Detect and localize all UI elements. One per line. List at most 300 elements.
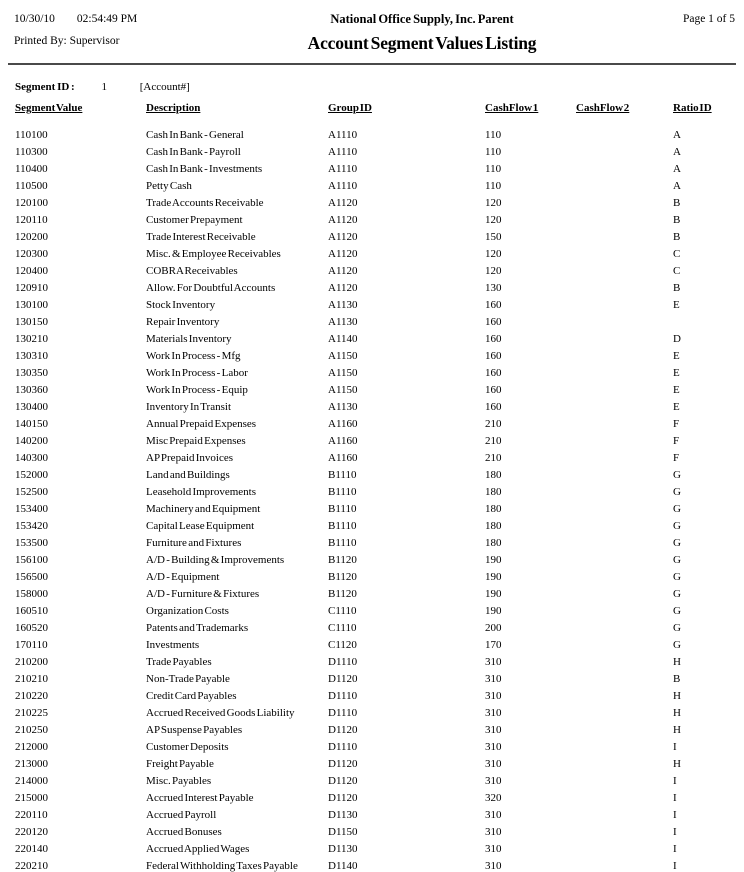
cell-description: Trade Accounts Receivable xyxy=(146,197,264,209)
cell-cashflow-2 xyxy=(576,603,673,620)
table-row xyxy=(15,501,742,518)
cell-ratio-id xyxy=(673,314,742,331)
cell-group-id: A1110 xyxy=(328,163,358,175)
segment-id-value: 1 xyxy=(101,81,107,93)
cell-group-id: A1110 xyxy=(328,146,358,158)
table-header-row xyxy=(15,102,742,127)
cell-group-id: D1110 xyxy=(328,741,358,753)
cell-segment-value: 140300 xyxy=(15,452,48,464)
cell-group-id: B1120 xyxy=(328,554,357,566)
cell-cashflow-1: 180 xyxy=(485,520,502,532)
report-title: Account Segment Values Listing xyxy=(307,33,537,53)
table-row xyxy=(15,535,742,552)
cell-group-id: A1150 xyxy=(328,350,358,362)
cell-cashflow-2 xyxy=(576,348,673,365)
cell-segment-value: 212000 xyxy=(15,741,48,753)
cell-cashflow-1: 320 xyxy=(485,792,502,804)
cell-cashflow-1: 160 xyxy=(485,316,502,328)
cell-group-id: A1160 xyxy=(328,452,358,464)
cell-segment-value: 152500 xyxy=(15,486,48,498)
col-header-group-id: Group ID xyxy=(328,102,372,114)
cell-description: Allow. For Doubtful Accounts xyxy=(146,282,276,294)
table-row xyxy=(15,348,742,365)
cell-ratio-id: E xyxy=(673,367,680,379)
cell-group-id: D1110 xyxy=(328,707,358,719)
cell-ratio-id: G xyxy=(673,571,681,583)
cell-cashflow-1: 120 xyxy=(485,197,502,209)
cell-ratio-id: B xyxy=(673,282,681,294)
table-row xyxy=(15,331,742,348)
cell-cashflow-1: 170 xyxy=(485,639,502,651)
table-row xyxy=(15,722,742,739)
cell-group-id: D1120 xyxy=(328,724,358,736)
table-row xyxy=(15,467,742,484)
cell-cashflow-2 xyxy=(576,178,673,195)
cell-group-id: D1120 xyxy=(328,775,358,787)
table-row xyxy=(15,399,742,416)
table-row xyxy=(15,620,742,637)
cell-description: Accrued Payroll xyxy=(146,809,217,821)
cell-description: Misc. Payables xyxy=(146,775,212,787)
cell-segment-value: 130310 xyxy=(15,350,48,362)
report-header xyxy=(0,0,744,54)
table-row xyxy=(15,144,742,161)
cell-group-id: A1130 xyxy=(328,299,358,311)
cell-cashflow-2 xyxy=(576,212,673,229)
col-header-segment-value: Segment Value xyxy=(15,102,83,114)
table-row xyxy=(15,569,742,586)
cell-description: Work In Process - Equip xyxy=(146,384,248,396)
cell-description: Freight Payable xyxy=(146,758,214,770)
cell-description: Capital Lease Equipment xyxy=(146,520,255,532)
cell-segment-value: 120110 xyxy=(15,214,48,226)
cell-description: Credit Card Payables xyxy=(146,690,237,702)
cell-segment-value: 220210 xyxy=(15,860,48,872)
cell-ratio-id: H xyxy=(673,690,681,702)
cell-group-id: D1120 xyxy=(328,673,358,685)
cell-description: Land and Buildings xyxy=(146,469,230,481)
table-row xyxy=(15,858,742,872)
cell-description: Patents and Trademarks xyxy=(146,622,249,634)
cell-segment-value: 140200 xyxy=(15,435,48,447)
cell-group-id: D1120 xyxy=(328,758,358,770)
table-row xyxy=(15,841,742,858)
cell-description: A/D - Equipment xyxy=(146,571,220,583)
cell-cashflow-2 xyxy=(576,467,673,484)
cell-group-id: D1110 xyxy=(328,656,358,668)
cell-segment-value: 130210 xyxy=(15,333,48,345)
segment-id-label: Segment ID : xyxy=(15,81,75,93)
cell-cashflow-2 xyxy=(576,535,673,552)
cell-ratio-id: H xyxy=(673,656,681,668)
table-row xyxy=(15,229,742,246)
cell-cashflow-1: 180 xyxy=(485,537,502,549)
cell-group-id: B1120 xyxy=(328,588,357,600)
cell-segment-value: 214000 xyxy=(15,775,48,787)
cell-ratio-id: E xyxy=(673,401,680,413)
cell-cashflow-1: 190 xyxy=(485,588,502,600)
cell-ratio-id: I xyxy=(673,843,677,855)
cell-description: Leasehold Improvements xyxy=(146,486,256,498)
cell-cashflow-1: 310 xyxy=(485,809,502,821)
cell-description: Customer Deposits xyxy=(146,741,229,753)
table-body xyxy=(15,127,742,872)
cell-group-id: D1130 xyxy=(328,843,358,855)
print-date-time xyxy=(14,13,224,26)
cell-cashflow-2 xyxy=(576,450,673,467)
cell-group-id: A1120 xyxy=(328,214,358,226)
cell-cashflow-2 xyxy=(576,246,673,263)
cell-segment-value: 220140 xyxy=(15,843,48,855)
cell-cashflow-2 xyxy=(576,331,673,348)
cell-cashflow-1: 310 xyxy=(485,775,502,787)
printed-by-line xyxy=(14,35,224,48)
cell-segment-value: 220120 xyxy=(15,826,48,838)
cell-description: AP Suspense Payables xyxy=(146,724,243,736)
cell-cashflow-1: 310 xyxy=(485,690,502,702)
cell-ratio-id: G xyxy=(673,520,681,532)
cell-ratio-id: G xyxy=(673,639,681,651)
cell-group-id: B1110 xyxy=(328,469,357,481)
cell-cashflow-1: 110 xyxy=(485,180,502,192)
cell-cashflow-1: 180 xyxy=(485,486,502,498)
cell-segment-value: 153400 xyxy=(15,503,48,515)
cell-cashflow-1: 180 xyxy=(485,503,502,515)
cell-description: COBRA Receivables xyxy=(146,265,238,277)
cell-cashflow-2 xyxy=(576,773,673,790)
cell-group-id: B1110 xyxy=(328,486,357,498)
cell-segment-value: 156500 xyxy=(15,571,48,583)
cell-description: Work In Process - Labor xyxy=(146,367,248,379)
cell-description: Organization Costs xyxy=(146,605,229,617)
cell-group-id: A1130 xyxy=(328,316,358,328)
cell-cashflow-1: 200 xyxy=(485,622,502,634)
table-row xyxy=(15,586,742,603)
cell-description: Furniture and Fixtures xyxy=(146,537,242,549)
cell-ratio-id: C xyxy=(673,265,681,277)
cell-ratio-id: C xyxy=(673,248,681,260)
table-row xyxy=(15,178,742,195)
cell-ratio-id: G xyxy=(673,503,681,515)
table-row xyxy=(15,314,742,331)
cell-cashflow-2 xyxy=(576,722,673,739)
cell-segment-value: 158000 xyxy=(15,588,48,600)
cell-group-id: C1110 xyxy=(328,605,357,617)
table-row xyxy=(15,280,742,297)
table-row xyxy=(15,195,742,212)
table-row xyxy=(15,297,742,314)
cell-ratio-id: I xyxy=(673,860,677,872)
cell-cashflow-2 xyxy=(576,739,673,756)
cell-ratio-id: F xyxy=(673,452,680,464)
cell-cashflow-1: 160 xyxy=(485,299,502,311)
cell-cashflow-1: 180 xyxy=(485,469,502,481)
cell-cashflow-1: 210 xyxy=(485,418,502,430)
cell-segment-value: 120910 xyxy=(15,282,48,294)
cell-segment-value: 140150 xyxy=(15,418,48,430)
table-row xyxy=(15,807,742,824)
table-row xyxy=(15,824,742,841)
cell-ratio-id: A xyxy=(673,146,681,158)
cell-cashflow-1: 310 xyxy=(485,741,502,753)
segment-values-table xyxy=(15,102,742,872)
cell-description: Annual Prepaid Expenses xyxy=(146,418,257,430)
cell-group-id: A1160 xyxy=(328,418,358,430)
table-row xyxy=(15,552,742,569)
cell-ratio-id: E xyxy=(673,350,680,362)
cell-group-id: B1120 xyxy=(328,571,357,583)
cell-segment-value: 120400 xyxy=(15,265,48,277)
cell-segment-value: 120100 xyxy=(15,197,48,209)
cell-cashflow-1: 310 xyxy=(485,826,502,838)
cell-segment-value: 130400 xyxy=(15,401,48,413)
cell-cashflow-1: 310 xyxy=(485,843,502,855)
table-row xyxy=(15,246,742,263)
cell-description: Inventory In Transit xyxy=(146,401,231,413)
cell-cashflow-1: 110 xyxy=(485,163,502,175)
cell-ratio-id: I xyxy=(673,741,677,753)
cell-segment-value: 160520 xyxy=(15,622,48,634)
cell-ratio-id: G xyxy=(673,622,681,634)
cell-cashflow-2 xyxy=(576,263,673,280)
table-row xyxy=(15,790,742,807)
table-row xyxy=(15,161,742,178)
cell-segment-value: 130350 xyxy=(15,367,48,379)
cell-ratio-id: A xyxy=(673,129,681,141)
cell-cashflow-2 xyxy=(576,518,673,535)
cell-cashflow-2 xyxy=(576,382,673,399)
cell-ratio-id: G xyxy=(673,537,681,549)
cell-ratio-id: F xyxy=(673,418,680,430)
cell-description: Trade Payables xyxy=(146,656,212,668)
cell-cashflow-1: 310 xyxy=(485,860,502,872)
col-header-cashflow-2: CashFlow 2 xyxy=(576,102,630,114)
cell-segment-value: 153500 xyxy=(15,537,48,549)
cell-group-id: A1120 xyxy=(328,248,358,260)
cell-description: Misc Prepaid Expenses xyxy=(146,435,246,447)
cell-segment-value: 130150 xyxy=(15,316,48,328)
cell-cashflow-1: 110 xyxy=(485,146,502,158)
cell-group-id: A1110 xyxy=(328,180,358,192)
printed-by-value: Supervisor xyxy=(69,35,120,47)
cell-cashflow-2 xyxy=(576,484,673,501)
cell-cashflow-2 xyxy=(576,501,673,518)
cell-ratio-id: I xyxy=(673,775,677,787)
cell-cashflow-2 xyxy=(576,161,673,178)
cell-cashflow-1: 120 xyxy=(485,214,502,226)
cell-description: Accrued Applied Wages xyxy=(146,843,250,855)
table-row xyxy=(15,688,742,705)
cell-description: Accrued Received Goods Liability xyxy=(146,707,295,719)
cell-ratio-id: I xyxy=(673,792,677,804)
cell-ratio-id: E xyxy=(673,384,680,396)
table-row xyxy=(15,654,742,671)
table-row xyxy=(15,705,742,722)
cell-ratio-id: G xyxy=(673,605,681,617)
cell-segment-value: 110100 xyxy=(15,129,48,141)
cell-cashflow-1: 160 xyxy=(485,401,502,413)
cell-cashflow-1: 310 xyxy=(485,707,502,719)
cell-description: Non-Trade Payable xyxy=(146,673,230,685)
cell-description: Misc. & Employee Receivables xyxy=(146,248,281,260)
cell-cashflow-1: 190 xyxy=(485,605,502,617)
cell-description: Stock Inventory xyxy=(146,299,216,311)
cell-ratio-id: I xyxy=(673,809,677,821)
table-row xyxy=(15,637,742,654)
cell-group-id: C1120 xyxy=(328,639,357,651)
cell-group-id: B1110 xyxy=(328,503,357,515)
cell-description: Work In Process - Mfg xyxy=(146,350,241,362)
table-row xyxy=(15,450,742,467)
cell-ratio-id: D xyxy=(673,333,681,345)
table-header xyxy=(15,102,742,127)
cell-ratio-id: B xyxy=(673,214,681,226)
cell-group-id: D1150 xyxy=(328,826,358,838)
table-row xyxy=(15,416,742,433)
cell-segment-value: 130360 xyxy=(15,384,48,396)
cell-cashflow-2 xyxy=(576,637,673,654)
cell-segment-value: 160510 xyxy=(15,605,48,617)
cell-cashflow-2 xyxy=(576,841,673,858)
cell-group-id: A1120 xyxy=(328,265,358,277)
cell-segment-value: 152000 xyxy=(15,469,48,481)
cell-segment-value: 170110 xyxy=(15,639,48,651)
table-row xyxy=(15,263,742,280)
cell-ratio-id: G xyxy=(673,486,681,498)
cell-segment-value: 156100 xyxy=(15,554,48,566)
cell-cashflow-2 xyxy=(576,654,673,671)
cell-cashflow-2 xyxy=(576,399,673,416)
cell-cashflow-1: 210 xyxy=(485,435,502,447)
header-center xyxy=(224,13,620,54)
cell-description: Cash In Bank - Investments xyxy=(146,163,263,175)
cell-cashflow-2 xyxy=(576,569,673,586)
cell-segment-value: 210225 xyxy=(15,707,48,719)
segment-mask: [Account#] xyxy=(139,81,190,93)
company-name: National Office Supply, Inc. Parent xyxy=(330,12,514,26)
cell-cashflow-1: 310 xyxy=(485,724,502,736)
cell-cashflow-2 xyxy=(576,433,673,450)
cell-cashflow-1: 210 xyxy=(485,452,502,464)
table-row xyxy=(15,484,742,501)
cell-segment-value: 210220 xyxy=(15,690,48,702)
cell-segment-value: 213000 xyxy=(15,758,48,770)
cell-group-id: A1150 xyxy=(328,367,358,379)
cell-cashflow-1: 310 xyxy=(485,758,502,770)
cell-cashflow-2 xyxy=(576,195,673,212)
print-time: 02:54:49 PM xyxy=(76,13,138,25)
cell-group-id: D1110 xyxy=(328,690,358,702)
cell-ratio-id: A xyxy=(673,163,681,175)
cell-description: Machinery and Equipment xyxy=(146,503,261,515)
cell-segment-value: 110500 xyxy=(15,180,48,192)
cell-cashflow-1: 160 xyxy=(485,367,502,379)
cell-cashflow-1: 120 xyxy=(485,265,502,277)
cell-group-id: A1130 xyxy=(328,401,358,413)
cell-cashflow-1: 110 xyxy=(485,129,502,141)
col-header-ratio-id: Ratio ID xyxy=(673,102,712,114)
cell-group-id: A1160 xyxy=(328,435,358,447)
cell-cashflow-2 xyxy=(576,280,673,297)
cell-cashflow-2 xyxy=(576,297,673,314)
cell-cashflow-2 xyxy=(576,127,673,144)
table-row xyxy=(15,739,742,756)
cell-cashflow-2 xyxy=(576,229,673,246)
cell-cashflow-2 xyxy=(576,688,673,705)
table-row xyxy=(15,365,742,382)
cell-description: Cash In Bank - Payroll xyxy=(146,146,241,158)
cell-cashflow-2 xyxy=(576,705,673,722)
table-row xyxy=(15,756,742,773)
cell-group-id: B1110 xyxy=(328,520,357,532)
segment-id-line xyxy=(15,81,744,93)
table-row xyxy=(15,127,742,144)
cell-group-id: A1120 xyxy=(328,231,358,243)
col-header-cashflow-1: CashFlow 1 xyxy=(485,102,539,114)
cell-ratio-id: H xyxy=(673,707,681,719)
cell-ratio-id: B xyxy=(673,197,681,209)
cell-group-id: A1140 xyxy=(328,333,358,345)
cell-description: Investments xyxy=(146,639,200,651)
cell-ratio-id: F xyxy=(673,435,680,447)
cell-ratio-id: H xyxy=(673,724,681,736)
cell-cashflow-1: 150 xyxy=(485,231,502,243)
cell-ratio-id: E xyxy=(673,299,680,311)
cell-group-id: A1120 xyxy=(328,197,358,209)
cell-segment-value: 120300 xyxy=(15,248,48,260)
cell-segment-value: 210200 xyxy=(15,656,48,668)
cell-cashflow-1: 160 xyxy=(485,333,502,345)
cell-description: AP Prepaid Invoices xyxy=(146,452,234,464)
cell-cashflow-1: 190 xyxy=(485,571,502,583)
cell-segment-value: 215000 xyxy=(15,792,48,804)
table-row xyxy=(15,212,742,229)
cell-description: Federal Withholding Taxes Payable xyxy=(146,860,298,872)
cell-segment-value: 110400 xyxy=(15,163,48,175)
header-left xyxy=(14,13,224,48)
table-row xyxy=(15,603,742,620)
cell-segment-value: 220110 xyxy=(15,809,48,821)
header-divider xyxy=(8,63,736,65)
cell-description: Trade Interest Receivable xyxy=(146,231,256,243)
table-row xyxy=(15,433,742,450)
cell-ratio-id: A xyxy=(673,180,681,192)
cell-cashflow-2 xyxy=(576,552,673,569)
cell-segment-value: 210210 xyxy=(15,673,48,685)
cell-group-id: C1110 xyxy=(328,622,357,634)
cell-cashflow-1: 310 xyxy=(485,656,502,668)
cell-cashflow-1: 310 xyxy=(485,673,502,685)
cell-group-id: B1110 xyxy=(328,537,357,549)
cell-ratio-id: B xyxy=(673,673,681,685)
cell-cashflow-1: 190 xyxy=(485,554,502,566)
cell-cashflow-2 xyxy=(576,144,673,161)
cell-cashflow-2 xyxy=(576,586,673,603)
cell-cashflow-2 xyxy=(576,858,673,872)
cell-group-id: A1120 xyxy=(328,282,358,294)
cell-description: Repair Inventory xyxy=(146,316,220,328)
cell-description: Accrued Interest Payable xyxy=(146,792,254,804)
cell-segment-value: 210250 xyxy=(15,724,48,736)
cell-ratio-id: H xyxy=(673,758,681,770)
table-row xyxy=(15,382,742,399)
cell-ratio-id: G xyxy=(673,469,681,481)
cell-description: Cash In Bank - General xyxy=(146,129,244,141)
table-row xyxy=(15,773,742,790)
cell-cashflow-2 xyxy=(576,671,673,688)
cell-group-id: A1150 xyxy=(328,384,358,396)
table-row xyxy=(15,671,742,688)
